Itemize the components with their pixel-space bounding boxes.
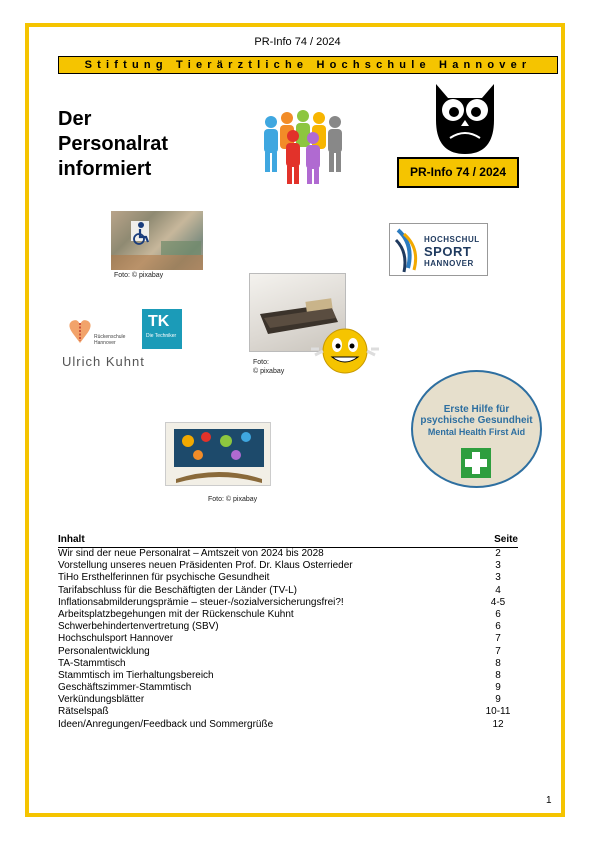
toc-page-number: 6 xyxy=(495,621,501,633)
money-photo xyxy=(111,211,203,270)
toc-title: Vorstellung unseres neuen Präsidenten Prof. Dr. Klaus Osterrieder xyxy=(58,560,353,572)
toc-title: Tarifabschluss für die Beschäftigten der Länder (TV-L) xyxy=(58,584,298,596)
toc-row[interactable] xyxy=(58,585,518,597)
toc-title: Arbeitsplatzbegehungen mit der Rückenschule Kuhnt xyxy=(58,608,294,620)
toc-row[interactable] xyxy=(58,646,518,658)
hochschulsport-swoosh-icon xyxy=(392,224,426,277)
toc-page-number: 9 xyxy=(495,694,501,706)
toc-page-number: 4 xyxy=(495,584,501,596)
toc-rows xyxy=(58,548,518,731)
toc-row[interactable] xyxy=(58,633,518,645)
toc-title: Geschäftszimmer-Stammtisch xyxy=(58,682,192,694)
wallet-photo-caption-2: © pixabay xyxy=(253,368,285,375)
toc-title: Verkündungsblätter xyxy=(58,694,145,706)
hochschulsport-logo xyxy=(389,223,488,276)
wheelchair-icon xyxy=(111,211,203,270)
toc-row[interactable] xyxy=(58,548,518,560)
toc-title: TA-Stammtisch xyxy=(58,657,126,669)
knowledge-tree-photo xyxy=(165,422,271,486)
first-aid-line-3: Mental Health First Aid xyxy=(427,427,526,437)
toc-row[interactable] xyxy=(58,682,518,694)
info-line: PR-Info 74 / 2024 xyxy=(254,36,341,48)
money-photo-caption: Foto: © pixabay xyxy=(114,272,164,279)
headline-line-2: Personalrat xyxy=(58,133,169,155)
toc-page-number: 9 xyxy=(495,682,501,694)
toc-page-number: 10-11 xyxy=(485,706,511,718)
toc-title: Wir sind der neue Personalrat – Amtszeit von 2024 bis 2028 xyxy=(58,548,324,559)
toc-page-number: 2 xyxy=(495,548,501,559)
toc-header xyxy=(58,534,518,548)
people-group-icon xyxy=(253,108,351,186)
tk-label: Die Techniker xyxy=(146,333,177,339)
toc-row[interactable] xyxy=(58,658,518,670)
toc-page-number: 8 xyxy=(495,669,501,681)
toc-title: TiHo Ersthelferinnen für psychische Gesundheit xyxy=(58,572,270,584)
kuhnt-partner-1: Rückenschule Hannover xyxy=(94,334,126,346)
headline-line-1: Der xyxy=(58,108,92,130)
toc-row[interactable] xyxy=(58,719,518,731)
toc-row[interactable] xyxy=(58,597,518,609)
toc-page-number: 4-5 xyxy=(490,596,506,608)
smiley-icon xyxy=(305,321,385,381)
toc-row[interactable] xyxy=(58,572,518,584)
hochschulsport-line-3: HANNOVER xyxy=(424,259,474,268)
toc-title: Schwerbehindertenvertretung (SBV) xyxy=(58,621,219,633)
toc-page-number: 3 xyxy=(495,560,501,572)
kuhnt-logo xyxy=(58,309,190,375)
kuhnt-name: Ulrich Kuhnt xyxy=(62,354,145,369)
toc-page-number: 12 xyxy=(492,718,504,730)
first-aid-cross-icon xyxy=(461,448,491,478)
toc-row[interactable] xyxy=(58,670,518,682)
tree-photo-caption: Foto: © pixabay xyxy=(208,496,258,503)
toc-title: Stammtisch im Tierhaltungsbereich xyxy=(58,669,214,681)
toc-page-number: 8 xyxy=(495,657,501,669)
tk-mark: TK xyxy=(148,313,170,330)
first-aid-line-1: Erste Hilfe für xyxy=(443,404,510,415)
hochschulsport-line-1: HOCHSCHUL xyxy=(424,235,480,244)
first-aid-line-2: psychische Gesundheit xyxy=(420,415,533,426)
page-number: 1 xyxy=(546,795,552,806)
toc-page-number: 7 xyxy=(495,645,501,657)
toc-heading: Inhalt xyxy=(58,534,85,545)
toc-page-number: 7 xyxy=(495,633,501,645)
toc-title: Personalentwicklung xyxy=(58,645,150,657)
headline xyxy=(58,107,168,182)
owl-icon xyxy=(428,80,502,154)
first-aid-badge xyxy=(411,370,542,488)
toc-row[interactable] xyxy=(58,706,518,718)
table-of-contents xyxy=(58,534,518,731)
toc-title: Rätselspaß xyxy=(58,706,109,718)
toc-title: Ideen/Anregungen/Feedback und Sommergrüße xyxy=(58,718,274,730)
toc-title: Hochschulsport Hannover xyxy=(58,633,174,645)
toc-row[interactable] xyxy=(58,560,518,572)
hochschulsport-line-2: SPORT xyxy=(424,244,472,259)
toc-row[interactable] xyxy=(58,609,518,621)
toc-row[interactable] xyxy=(58,621,518,633)
wallet-photo-caption-1: Foto: xyxy=(253,359,269,366)
toc-title: Inflationsabmilderungsprämie – steuer-/sozialversicherungsfrei?! xyxy=(58,596,344,608)
book-gears-icon xyxy=(166,423,271,486)
toc-page-number: 6 xyxy=(495,608,501,620)
toc-row[interactable] xyxy=(58,694,518,706)
toc-page-heading: Seite xyxy=(494,534,518,545)
tk-logo-icon xyxy=(142,309,182,349)
headline-line-3: informiert xyxy=(58,158,152,180)
pr-info-badge: PR-Info 74 / 2024 xyxy=(397,157,519,188)
institution-banner: Stiftung Tierärztliche Hochschule Hannover xyxy=(58,56,558,74)
toc-page-number: 3 xyxy=(495,572,501,584)
